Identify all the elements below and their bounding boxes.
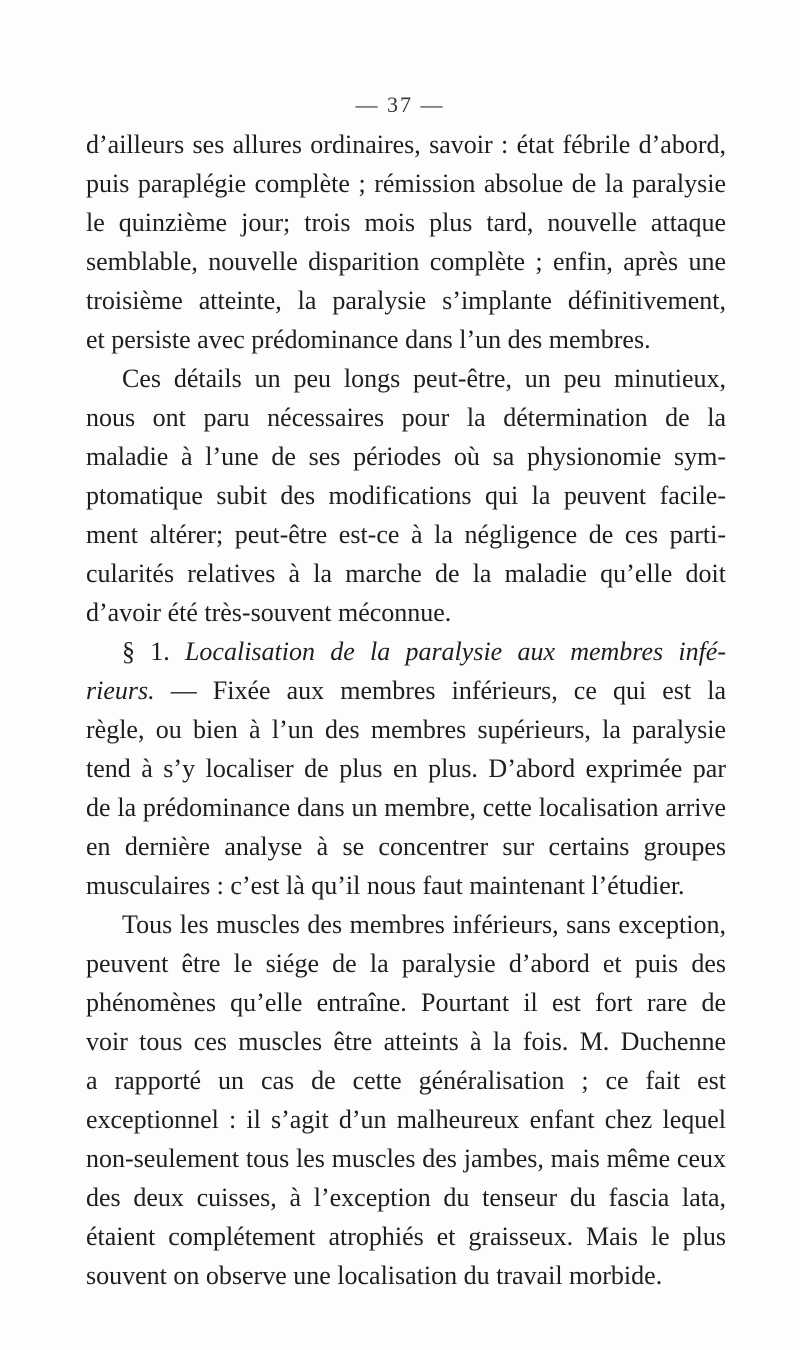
text-line: musculaires : c’est là qu’il nous faut maintenant l’étudier. [86,871,685,900]
text-line: maladie à l’une de ses périodes où sa physionomie sym- [86,442,726,471]
text-line: Ces détails un peu longs peut-être, un peu minutieux, [122,364,726,393]
text-line: semblable, nouvelle disparition complète ; enfin, après une [86,247,726,276]
text-line: le quinzième jour; trois mois plus tard, nouvelle attaque [86,208,726,237]
text-line: d’ailleurs ses allures ordinaires, savoir : état fébrile d’abord, [86,130,726,159]
text-line: voir tous ces muscles être atteints à la fois. M. Duchenne [86,1027,726,1056]
section-heading-line [86,671,726,710]
text-line: tend à s’y localiser de plus en plus. D’abord exprimée par [86,754,726,783]
section-title: rieurs. [86,676,155,705]
text-line: troisième atteinte, la paralysie s’implante définitivement, [86,286,726,315]
section-number: § 1. [122,637,185,666]
body-text [86,125,726,1295]
text-line: exceptionnel : il s’agit d’un malheureux enfant chez lequel [86,1105,726,1134]
text-line: étaient complétement atrophiés et graisseux. Mais le plus [86,1222,726,1251]
text-line: souvent on observe une localisation du travail morbide. [86,1261,663,1290]
text-line: non-seulement tous les muscles des jambes, mais même ceux [86,1144,726,1173]
text-line: de la prédominance dans un membre, cette localisation arrive [86,793,726,822]
text-line: ptomatique subit des modifications qui la peuvent facile- [86,481,726,510]
text-line: Tous les muscles des membres inférieurs, sans exception, [122,910,726,939]
text-line: puis paraplégie complète ; rémission absolue de la paralysie [86,169,726,198]
text-line: phénomènes qu’elle entraîne. Pourtant il est fort rare de [86,988,726,1017]
section-title: Localisation de la paralysie aux membres infé- [184,637,726,666]
text-line: ment altérer; peut-être est-ce à la négligence de ces parti- [86,520,726,549]
page-number: — 37 — [355,92,445,117]
text-line: règle, ou bien à l’un des membres supérieurs, la paralysie [86,715,726,744]
text-line: des deux cuisses, à l’exception du tenseur du fascia lata, [86,1183,726,1212]
text-fragment: — Fixée aux membres inférieurs, ce qui est la [154,676,726,705]
text-line: peuvent être le siége de la paralysie d’abord et puis des [86,949,726,978]
text-line: et persiste avec prédominance dans l’un des membres. [86,325,651,354]
section-heading-line [86,632,726,671]
text-line: nous ont paru nécessaires pour la détermination de la [86,403,726,432]
text-line: en dernière analyse à se concentrer sur certains groupes [86,832,726,861]
text-line: cularités relatives à la marche de la maladie qu’elle doit [86,559,726,588]
text-line: a rapporté un cas de cette généralisation ; ce fait est [86,1066,726,1095]
text-line: d’avoir été très-souvent méconnue. [86,598,452,627]
